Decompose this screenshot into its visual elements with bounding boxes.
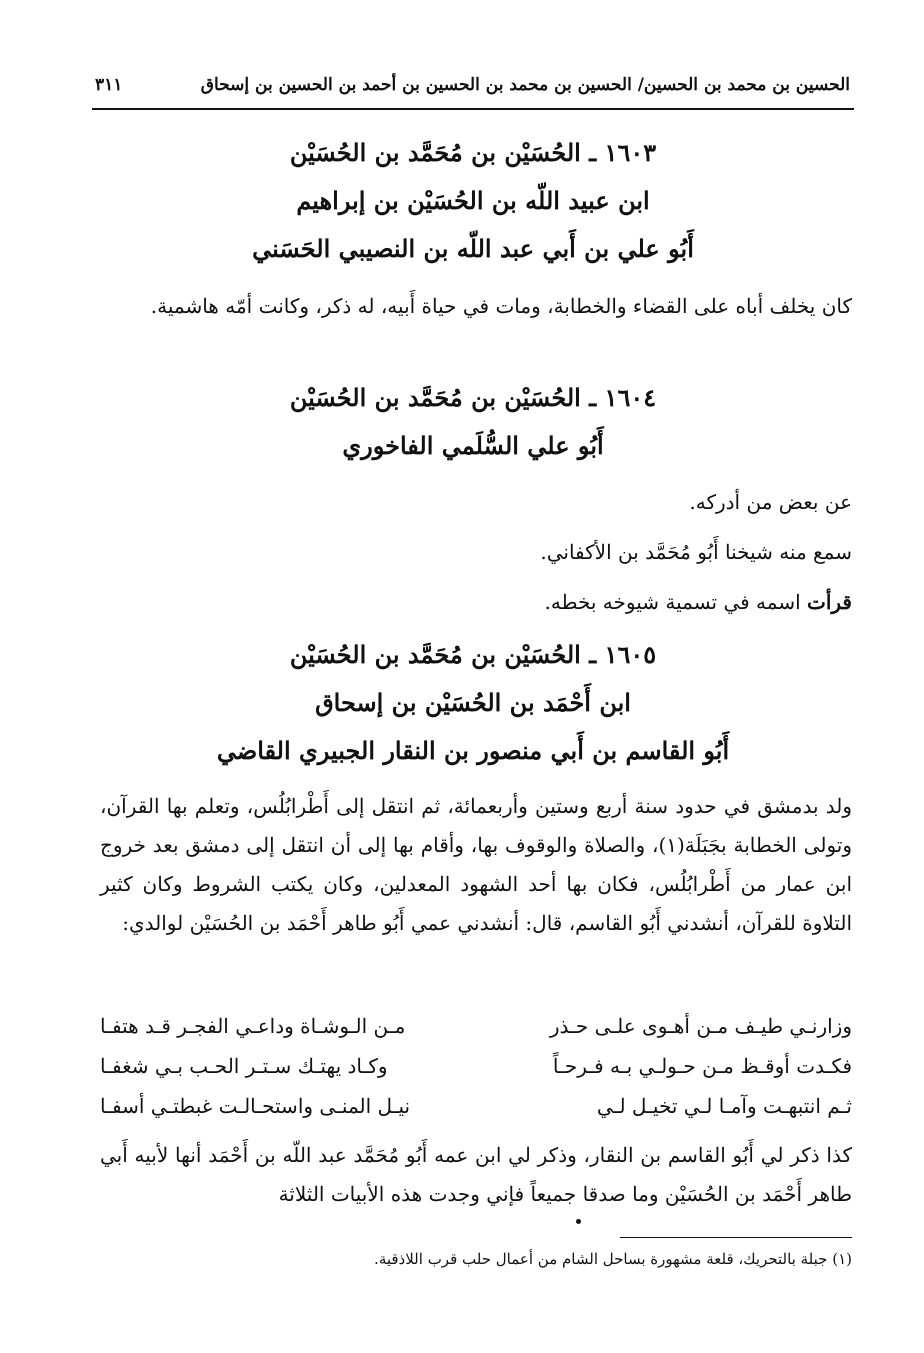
entry-1605-closing: كذا ذكر لي أَبُو القاسم بن النقار، وذكر لي ابن عمه أَبُو مُحَمَّد عبد اللّه بن أَحْمَد أنها لأبيه أَبي طاهر أَحْمَد بن الحُسَيْن وما صدقا جميعاً فإني وجدت هذه الأبيات الثلاثة <box>100 1143 852 1206</box>
entry-1605-heading-line-2: ابن أَحْمَد بن الحُسَيْن بن إسحاق <box>315 688 631 717</box>
verse-second-hemistich: نيـل المنـى واستحـالـت غبطتـي أسفـا <box>100 1094 411 1118</box>
entry-1604-line-1: عن بعض من أدركه. <box>689 490 852 514</box>
entry-1603-heading-line-1: ١٦٠٣ ـ الحُسَيْن بن مُحَمَّد بن الحُسَيْن <box>289 138 657 167</box>
entry-1605-body: ولد بدمشق في حدود سنة أربع وستين وأربعمائة، ثم انتقل إلى أَطْرابُلُس، وتعلم بها القرآن، وتولى الخطابة بجَبَلَة(١)، والصلاة والوقوف بها، وأقام بها إلى أن انتقل إلى دمشق بعد خروج ابن عمار من أَطْرابُلُس، فكان بها أحد الشهود المعدلين، وكان يكتب الشروط وكان كثير التلاوة للقرآن، أنشدني أَبُو القاسم، قال: أنشدني عمي أَبُو طاهر أَحْمَد بن الحُسَيْن لوالدي: <box>100 794 853 935</box>
entry-1604-line-3 <box>100 588 852 616</box>
running-header <box>95 68 850 102</box>
bold-lead-word: قرأت <box>807 590 852 614</box>
verse-first-hemistich: ثـم انتبهـت وآمـا لـي تخيـل لـي <box>596 1094 852 1118</box>
running-title: الحسين بن محمد بن الحسين/ الحسين بن محمد بن الحسين بن أحمد بن الحسين بن إسحاق <box>200 75 850 95</box>
entry-1605-heading-line-3: أَبُو القاسم بن أَبي منصور بن النقار الجبيري القاضي <box>216 736 730 765</box>
entry-1604-heading-line-2: أَبُو علي السُّلَمي الفاخوري <box>342 431 604 460</box>
verse-first-hemistich: فكـدت أوقـظ مـن حـولـي بـه فـرحـاً <box>552 1054 852 1078</box>
footnote: (١) جبلة بالتحريك، قلعة مشهورة بساحل الشام من أعمال حلب قرب اللاذقية. <box>374 1250 852 1268</box>
entry-1604-line-3-text: اسمه في تسمية شيوخه بخطه. <box>544 590 801 614</box>
entry-1604-line-2: سمع منه شيخنا أَبُو مُحَمَّد بن الأكفاني. <box>540 540 852 564</box>
entry-1603-body: كان يخلف أباه على القضاء والخطابة، ومات في حياة أَبيه، له ذكر، وكانت أمّه هاشمية. <box>150 294 852 318</box>
entry-1604-heading-line-1: ١٦٠٤ ـ الحُسَيْن بن مُحَمَّد بن الحُسَيْن <box>289 383 657 412</box>
verse-second-hemistich: مـن الـوشـاة وداعـي الفجـر قـد هتفـا <box>100 1014 406 1038</box>
verse-first-hemistich: وزارنـي طيـف مـن أهـوى علـى حـذر <box>549 1014 852 1038</box>
page-number: ٣١١ <box>95 75 123 95</box>
verse-line <box>100 1048 852 1084</box>
verse-line <box>100 1008 852 1044</box>
entry-1603-heading-line-2: ابن عبيد اللّه بن الحُسَيْن بن إبراهيم <box>296 186 650 215</box>
footnote-rule <box>620 1237 852 1238</box>
entry-1605-heading-line-1: ١٦٠٥ ـ الحُسَيْن بن مُحَمَّد بن الحُسَيْن <box>289 640 657 669</box>
verse-line <box>100 1088 852 1124</box>
verse-second-hemistich: وكـاد يهتـك سـتـر الحـب بـي شغفـا <box>100 1054 388 1078</box>
stray-mark <box>576 1219 581 1224</box>
header-rule <box>92 108 854 110</box>
entry-1603-heading-line-3: أَبُو علي بن أَبي عبد اللّه بن النصيبي الحَسَني <box>252 234 694 263</box>
